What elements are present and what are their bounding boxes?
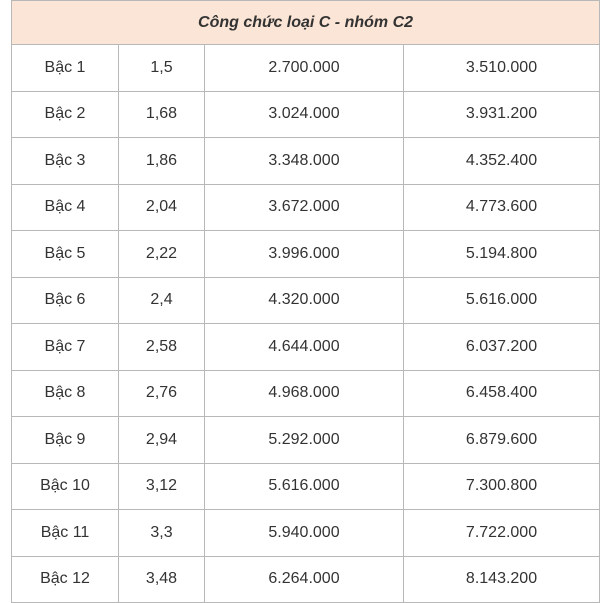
cell-salary-current: 6.264.000 [205,556,404,603]
cell-level: Bậc 5 [12,231,119,278]
cell-salary-new: 6.037.200 [404,324,600,371]
cell-salary-new: 4.773.600 [404,184,600,231]
cell-salary-new: 3.931.200 [404,91,600,138]
table-header-row [12,1,600,45]
cell-coefficient: 1,5 [119,45,205,92]
cell-salary-current: 5.616.000 [205,463,404,510]
cell-level: Bậc 11 [12,510,119,557]
table-row [12,138,600,185]
cell-salary-new: 6.458.400 [404,370,600,417]
cell-coefficient: 3,12 [119,463,205,510]
cell-salary-current: 5.292.000 [205,417,404,464]
table-row [12,463,600,510]
cell-salary-current: 4.320.000 [205,277,404,324]
cell-level: Bậc 4 [12,184,119,231]
cell-coefficient: 2,22 [119,231,205,278]
table-row [12,231,600,278]
table-row [12,370,600,417]
table-row [12,324,600,371]
cell-level: Bậc 7 [12,324,119,371]
cell-coefficient: 2,94 [119,417,205,464]
cell-level: Bậc 12 [12,556,119,603]
cell-coefficient: 1,86 [119,138,205,185]
cell-level: Bậc 2 [12,91,119,138]
cell-salary-current: 3.672.000 [205,184,404,231]
cell-level: Bậc 1 [12,45,119,92]
cell-salary-current: 3.348.000 [205,138,404,185]
table-row [12,91,600,138]
cell-salary-new: 3.510.000 [404,45,600,92]
cell-salary-new: 8.143.200 [404,556,600,603]
cell-coefficient: 2,04 [119,184,205,231]
cell-level: Bậc 8 [12,370,119,417]
cell-level: Bậc 6 [12,277,119,324]
cell-level: Bậc 10 [12,463,119,510]
cell-coefficient: 2,58 [119,324,205,371]
table-header-title: Công chức loại C - nhóm C2 [12,1,600,45]
cell-coefficient: 1,68 [119,91,205,138]
cell-coefficient: 3,48 [119,556,205,603]
cell-salary-current: 5.940.000 [205,510,404,557]
table-row [12,184,600,231]
table-row [12,45,600,92]
table-row [12,556,600,603]
cell-salary-current: 4.644.000 [205,324,404,371]
table-row [12,277,600,324]
cell-coefficient: 3,3 [119,510,205,557]
table-row [12,417,600,464]
cell-salary-new: 7.300.800 [404,463,600,510]
cell-salary-new: 5.616.000 [404,277,600,324]
cell-salary-current: 4.968.000 [205,370,404,417]
cell-level: Bậc 9 [12,417,119,464]
cell-coefficient: 2,4 [119,277,205,324]
cell-salary-new: 6.879.600 [404,417,600,464]
cell-level: Bậc 3 [12,138,119,185]
cell-salary-new: 7.722.000 [404,510,600,557]
cell-salary-current: 2.700.000 [205,45,404,92]
cell-salary-current: 3.996.000 [205,231,404,278]
cell-coefficient: 2,76 [119,370,205,417]
cell-salary-new: 5.194.800 [404,231,600,278]
salary-table [11,0,600,603]
cell-salary-current: 3.024.000 [205,91,404,138]
table-row [12,510,600,557]
cell-salary-new: 4.352.400 [404,138,600,185]
